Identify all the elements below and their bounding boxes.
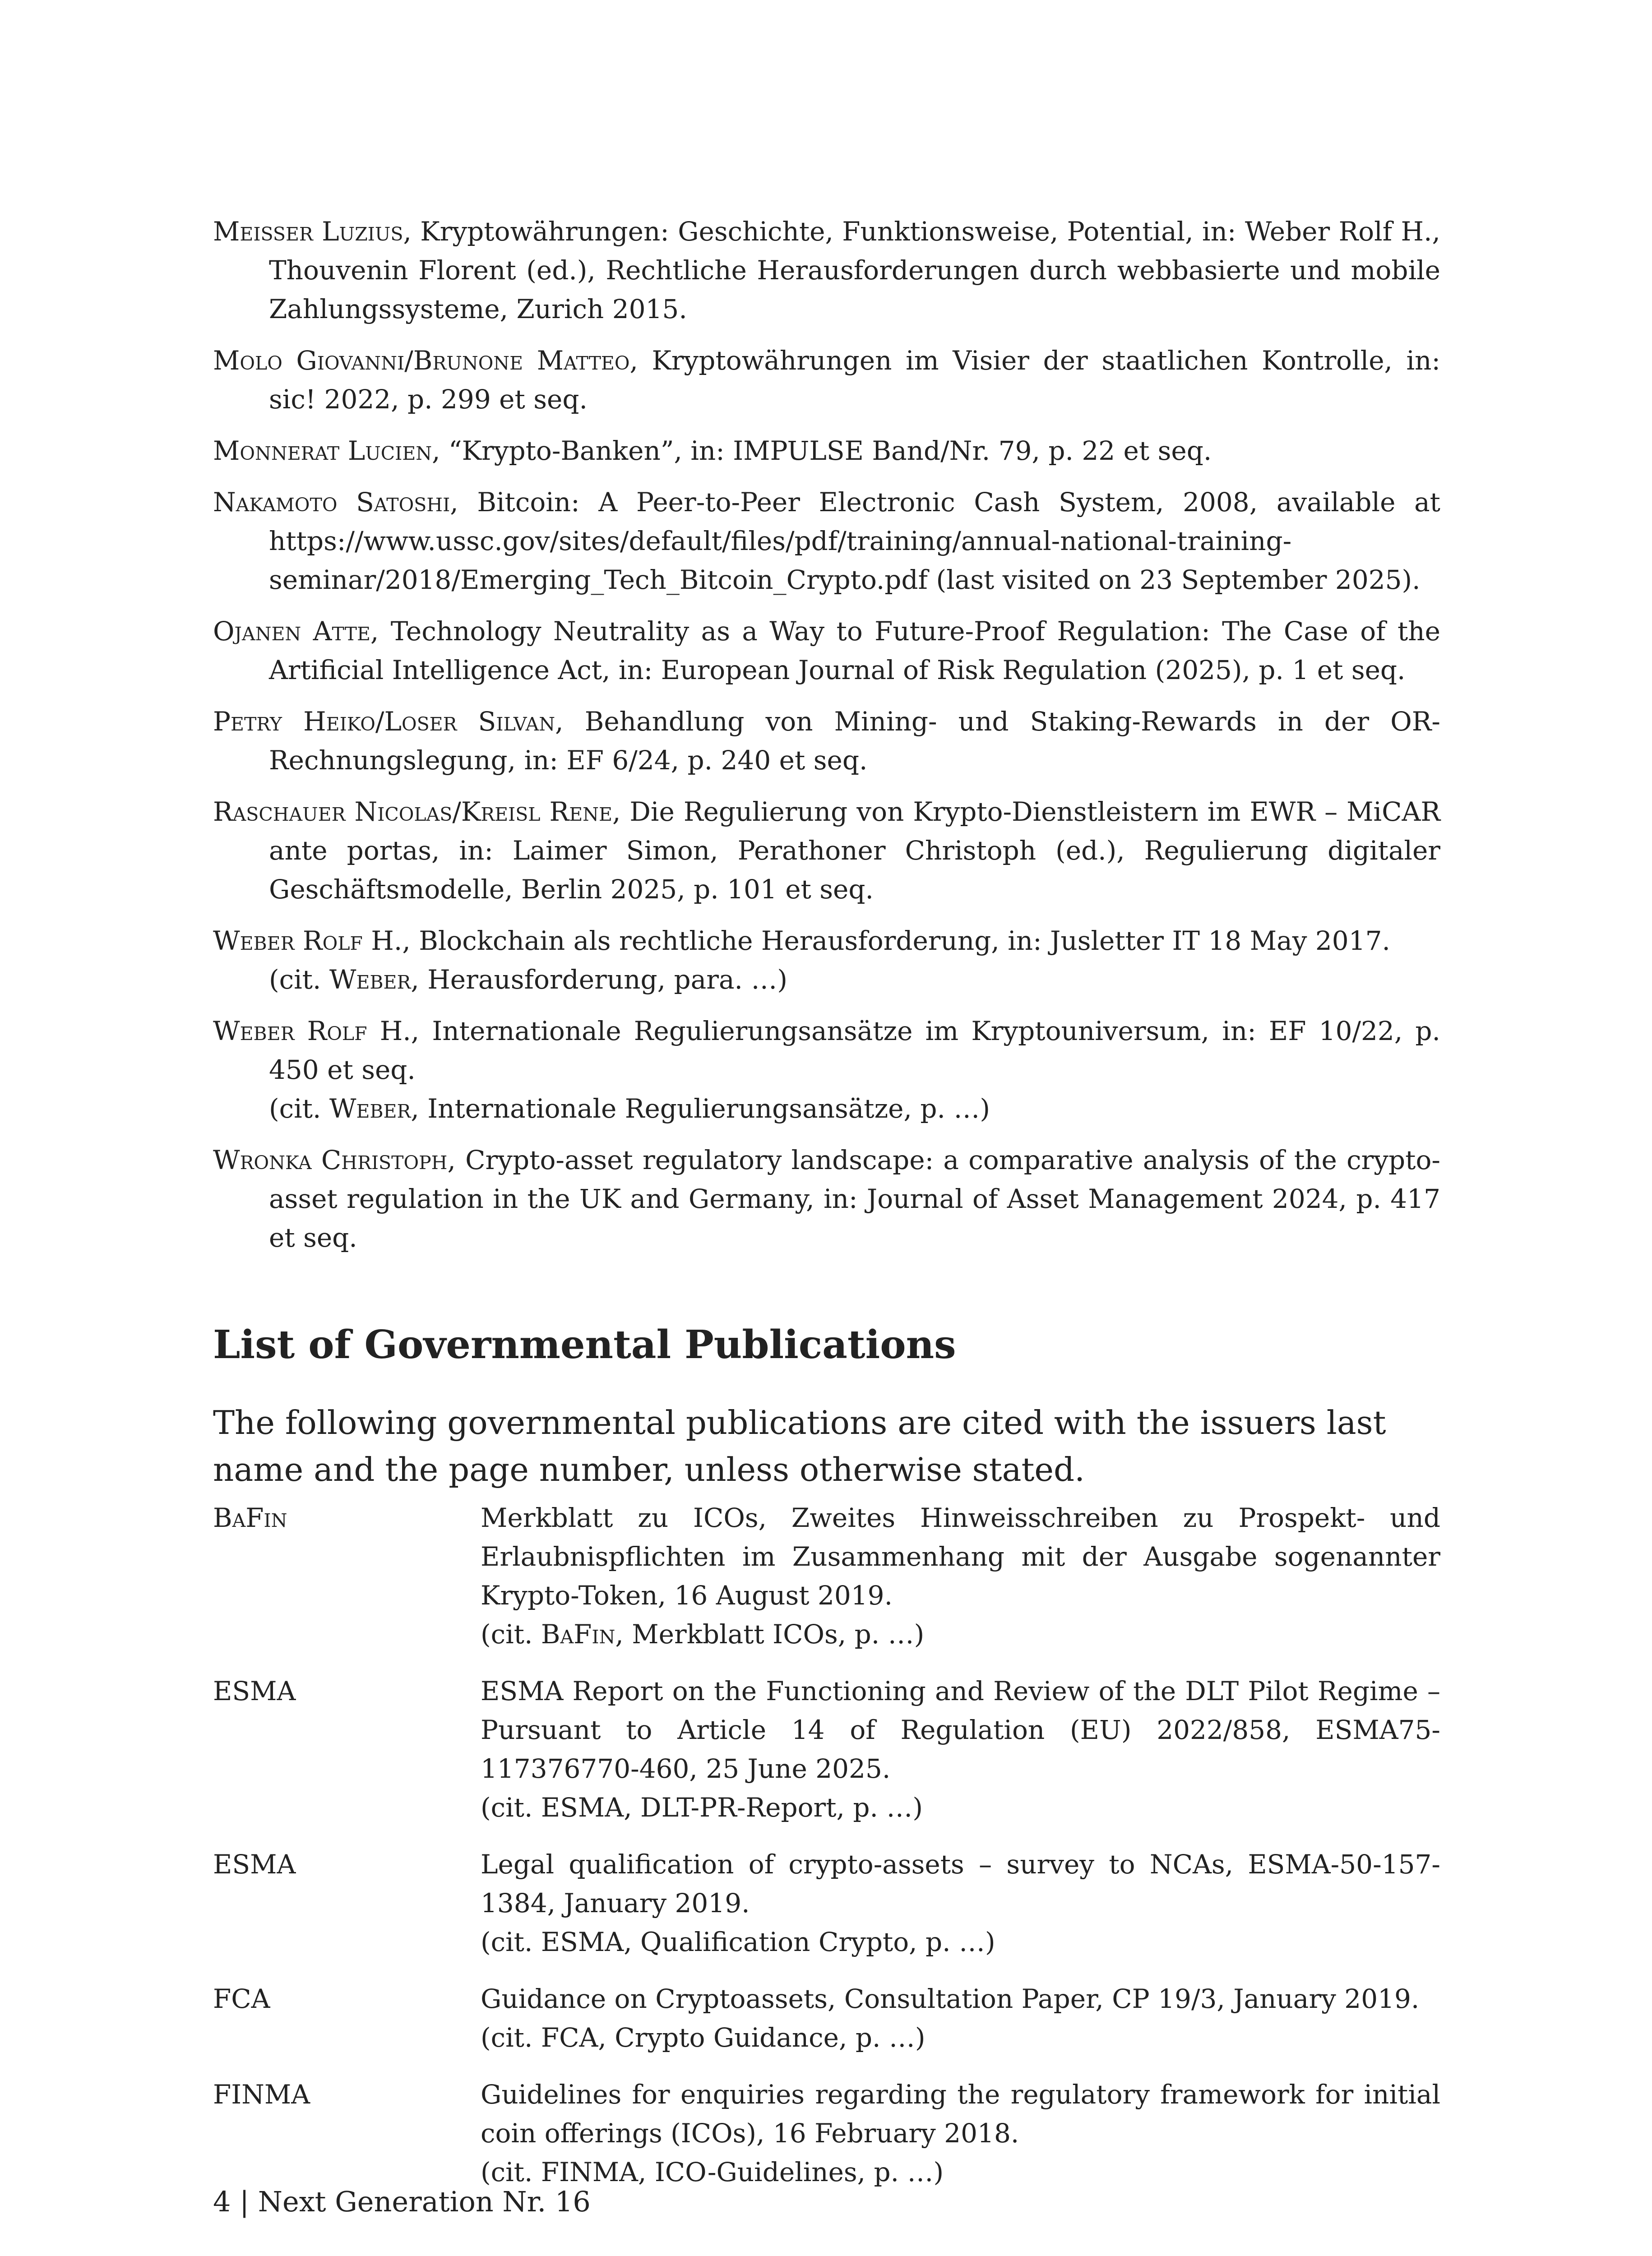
bib-text: , Crypto-asset regulatory landscape: a comparative analysis of the crypto-asset regulation in the UK and Germany, in: Journal of Asset Management 2024, p. 417 et seq.	[269, 1145, 1441, 1253]
bib-text: , Behandlung von Mining- und Staking-Rewards in der OR-Rechnungslegung, in: EF 6/24, p. 240 et seq.	[269, 706, 1441, 776]
gov-publication-text	[481, 1979, 1440, 2057]
gov-citation	[481, 1615, 1440, 1654]
gov-publication-title: Merkblatt zu ICOs, Zweites Hinweisschreiben zu Prospekt- und Erlaubnispflichten im Zusammenhang mit der Ausgabe sogenannter Krypto-Token, 16 August 2019.	[481, 1502, 1440, 1611]
gov-publication-text	[481, 1845, 1440, 1961]
gov-publication-title: ESMA Report on the Functioning and Review of the DLT Pilot Regime – Pursuant to Article 14 of Regulation (EU) 2022/858, ESMA75-117376770-460, 25 June 2025.	[481, 1676, 1440, 1784]
gov-publication-title: Guidance on Cryptoassets, Consultation Paper, CP 19/3, January 2019.	[481, 1983, 1420, 2014]
citation-suffix: , Merkblatt ICOs, p. …)	[615, 1619, 925, 1650]
page-footer: 4 | Next Generation Nr. 16	[213, 2185, 591, 2218]
gov-citation: (cit. FINMA, ICO-Guidelines, p. …)	[481, 2157, 944, 2187]
citation-suffix: , Herausforderung, para. …)	[411, 964, 788, 995]
citation-prefix: (cit.	[269, 1093, 329, 1124]
bib-text: , Die Regulierung von Krypto-Dienstleistern im EWR – MiCAR ante portas, in: Laimer Simon, Perathoner Christoph (ed.), Regulierung digitaler Geschäftsmodelle, Berlin 2025, p. 101 et seq.	[269, 796, 1441, 905]
bib-entry	[213, 921, 1440, 999]
gov-publication-row	[213, 1979, 1440, 2057]
bib-entry	[213, 792, 1440, 909]
gov-issuer: FCA	[213, 1983, 270, 2014]
bib-entry	[213, 431, 1440, 470]
gov-publication-text	[481, 2075, 1440, 2191]
bib-citation	[269, 1089, 1440, 1128]
section-title: List of Governmental Publications	[213, 1322, 956, 1368]
document-page	[213, 212, 1440, 2210]
bib-author: Ojanen Atte	[213, 616, 370, 647]
bib-text: , “Krypto-Banken”, in: IMPULSE Band/Nr. 79, p. 22 et seq.	[432, 435, 1212, 466]
gov-issuer: ESMA	[213, 1676, 296, 1706]
gov-publication-row	[213, 2075, 1440, 2191]
gov-citation: (cit. ESMA, DLT-PR-Report, p. …)	[481, 1792, 923, 1823]
bib-text: , Technology Neutrality as a Way to Future-Proof Regulation: The Case of the Artificial Intelligence Act, in: European Journal of Risk Regulation (2025), p. 1 et seq.	[269, 616, 1440, 685]
gov-issuer: ESMA	[213, 1849, 296, 1880]
gov-publication-row	[213, 1498, 1440, 1654]
bib-author: Wronka Christoph	[213, 1145, 448, 1175]
bib-text: , Kryptowährungen: Geschichte, Funktionsweise, Potential, in: Weber Rolf H., Thouvenin Florent (ed.), Rechtliche Herausforderungen durch webbasierte und mobile Zahlungssysteme, Zurich 2015.	[269, 216, 1440, 324]
gov-issuer: BaFin	[213, 1502, 287, 1533]
bib-author: Weber Rolf	[213, 1016, 367, 1046]
gov-issuer: FINMA	[213, 2079, 310, 2110]
bib-entry	[213, 702, 1440, 780]
bib-author: Weber Rolf	[213, 925, 363, 956]
bib-author: Meisser Luzius	[213, 216, 403, 247]
gov-publication-text	[481, 1498, 1440, 1654]
bib-entry	[213, 1141, 1440, 1257]
bib-author: Molo Giovanni/Brunone Matteo	[213, 345, 630, 376]
bib-entry	[213, 1012, 1440, 1128]
bib-entry	[213, 483, 1440, 599]
gov-publication-row	[213, 1672, 1440, 1827]
citation-author: BaFin	[541, 1619, 615, 1650]
bib-author: Petry Heiko/Loser Silvan	[213, 706, 555, 737]
bib-citation	[269, 960, 1440, 999]
section-intro: The following governmental publications are cited with the issuers last name and the page number, unless otherwise stated.	[213, 1404, 1386, 1489]
citation-author: Weber	[329, 1093, 411, 1124]
bib-author: Monnerat Lucien	[213, 435, 432, 466]
bib-entry	[213, 612, 1440, 689]
bib-author: Nakamoto Satoshi	[213, 487, 450, 518]
citation-prefix: (cit.	[481, 1619, 541, 1650]
gov-publication-row	[213, 1845, 1440, 1961]
gov-citation: (cit. FCA, Crypto Guidance, p. …)	[481, 2022, 925, 2053]
bib-author: Raschauer Nicolas/Kreisl Rene	[213, 796, 612, 827]
gov-publication-text	[481, 1672, 1440, 1827]
gov-publication-title: Legal qualification of crypto-assets – survey to NCAs, ESMA-50-157-1384, January 2019.	[481, 1849, 1440, 1919]
bibliography-list	[213, 212, 1440, 1257]
bib-text: H., Blockchain als rechtliche Herausforderung, in: Jusletter IT 18 May 2017.	[362, 925, 1390, 956]
citation-prefix: (cit.	[269, 964, 329, 995]
citation-suffix: , Internationale Regulierungsansätze, p. …)	[411, 1093, 990, 1124]
bib-text: , Bitcoin: A Peer-to-Peer Electronic Cash System, 2008, available at https://www.ussc.gov/sites/default/files/pdf/training/annual-national-training-seminar/2018/Emerging_Tech_Bitcoin_Crypto.pdf (last visited on 23 September 2025).	[269, 487, 1440, 595]
governmental-publications-list	[213, 1498, 1440, 2191]
bib-text: , Kryptowährungen im Visier der staatlichen Kontrolle, in: sic! 2022, p. 299 et seq.	[269, 345, 1440, 415]
gov-publication-title: Guidelines for enquiries regarding the regulatory framework for initial coin offerings (ICOs), 16 February 2018.	[481, 2079, 1440, 2149]
bib-text: H., Internationale Regulierungsansätze im Kryptouniversum, in: EF 10/22, p. 450 et seq.	[269, 1016, 1440, 1085]
bib-entry	[213, 341, 1440, 419]
gov-citation: (cit. ESMA, Qualification Crypto, p. …)	[481, 1927, 995, 1957]
bib-entry	[213, 212, 1440, 328]
citation-author: Weber	[329, 964, 411, 995]
